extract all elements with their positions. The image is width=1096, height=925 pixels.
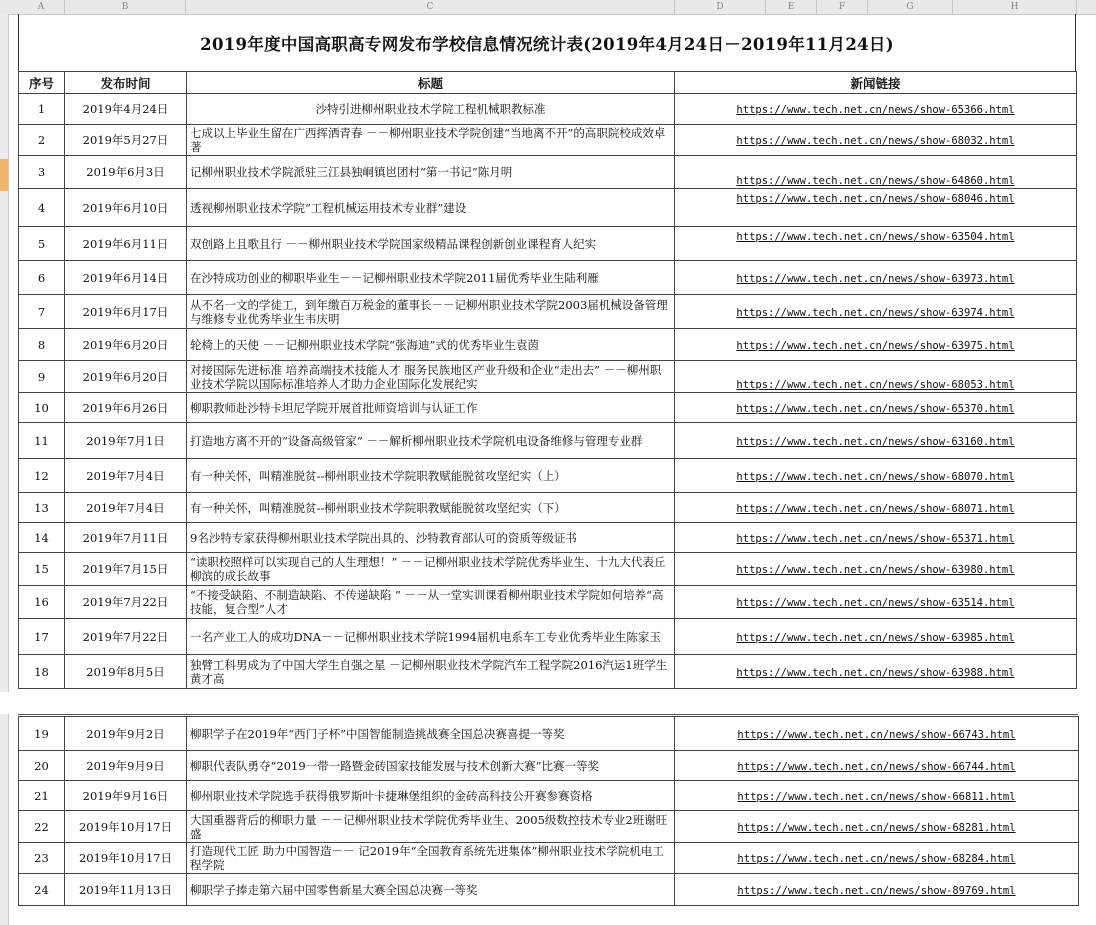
link-cell[interactable] xyxy=(675,227,1077,261)
table-row xyxy=(19,125,1077,156)
news-link[interactable]: https://www.tech.net.cn/news/show-68071.html xyxy=(736,502,1015,515)
column-header-a[interactable]: A xyxy=(18,0,65,14)
header-seq[interactable]: 序号 xyxy=(19,72,65,94)
link-cell[interactable] xyxy=(675,361,1077,393)
date-cell[interactable]: 2019年10月17日 xyxy=(65,843,187,874)
sheet-title[interactable]: 2019年度中国高职高专网发布学校信息情况统计表(2019年4月24日－2019年11月24日) xyxy=(18,14,1076,71)
column-header-e[interactable]: E xyxy=(766,0,817,14)
headline-cell[interactable]: 对接国际先进标准 培养高端技术技能人才 服务民族地区产业升级和企业“走出去” －－柳州职业技术学院以国际标准培养人才助力企业国际化发展纪实 xyxy=(187,361,675,393)
seq-cell[interactable]: 24 xyxy=(19,874,65,906)
worksheet xyxy=(18,14,1076,897)
seq-cell[interactable]: 1 xyxy=(19,94,65,125)
date-cell[interactable]: 2019年9月2日 xyxy=(65,717,187,751)
table-row xyxy=(19,874,1079,906)
table-row xyxy=(19,295,1077,329)
table-row xyxy=(19,717,1079,751)
headline-cell[interactable]: 柳州职业技术学院选手获得俄罗斯叶卡捷琳堡组织的金砖高科技公开赛参赛资格 xyxy=(187,781,675,811)
date-cell[interactable]: 2019年7月4日 xyxy=(65,459,187,493)
headline-cell[interactable]: 在沙特成功创业的柳职毕业生－－记柳州职业技术学院2011届优秀毕业生陆利雁 xyxy=(187,261,675,295)
news-link[interactable]: https://www.tech.net.cn/news/show-89769.html xyxy=(737,884,1016,897)
table-row xyxy=(19,261,1077,295)
table-row xyxy=(19,493,1077,523)
headline-cell[interactable]: 独臂工科男成为了中国大学生自强之星 －记柳州职业技术学院汽车工程学院2016汽运1班学生黄才高 xyxy=(187,655,675,689)
table-row xyxy=(19,781,1079,811)
link-cell[interactable] xyxy=(675,329,1077,361)
headline-cell[interactable]: 大国重器背后的柳职力量 －－记柳州职业技术学院优秀毕业生、2005级数控技术专业2班谢旺盛 xyxy=(187,811,675,843)
link-cell[interactable] xyxy=(675,781,1079,811)
news-link[interactable]: https://www.tech.net.cn/news/show-66744.html xyxy=(737,760,1016,773)
news-link[interactable]: https://www.tech.net.cn/news/show-66743.html xyxy=(737,728,1016,741)
header-link[interactable]: 新闻链接 xyxy=(675,72,1077,94)
header-date[interactable]: 发布时间 xyxy=(65,72,187,94)
table-row xyxy=(19,553,1077,586)
link-cell[interactable] xyxy=(675,619,1077,655)
link-cell[interactable] xyxy=(675,655,1077,689)
headline-cell[interactable]: 记柳州职业技术学院派驻三江县独峒镇岜团村“第一书记”陈月明 xyxy=(187,156,675,189)
seq-cell[interactable]: 14 xyxy=(19,523,65,553)
headline-cell[interactable]: 七成以上毕业生留在广西挥洒青春 －－柳州职业技术学院创建“当地离不开”的高职院校成效卓著 xyxy=(187,125,675,156)
column-header-b[interactable]: B xyxy=(65,0,186,14)
table-header-row xyxy=(19,72,1077,94)
link-cell[interactable] xyxy=(675,261,1077,295)
table-row xyxy=(19,751,1079,781)
headline-cell[interactable]: 双创路上且歌且行 －－柳州职业技术学院国家级精品课程创新创业课程育人纪实 xyxy=(187,227,675,261)
news-link[interactable]: https://www.tech.net.cn/news/show-63974.html xyxy=(736,306,1015,319)
link-cell[interactable] xyxy=(675,523,1077,553)
seq-cell[interactable]: 16 xyxy=(19,586,65,619)
link-cell[interactable] xyxy=(675,717,1079,751)
link-cell[interactable] xyxy=(675,423,1077,459)
news-link[interactable]: https://www.tech.net.cn/news/show-65370.html xyxy=(736,402,1015,415)
news-link[interactable]: https://www.tech.net.cn/news/show-63160.html xyxy=(736,435,1015,448)
link-cell[interactable] xyxy=(675,751,1079,781)
headline-cell[interactable]: 柳职代表队勇夺“2019一带一路暨金砖国家技能发展与技术创新大赛”比赛一等奖 xyxy=(187,751,675,781)
headline-cell[interactable]: 从不名一文的学徒工，到年缴百万税金的董事长－－记柳州职业技术学院2003届机械设备管理与维修专业优秀毕业生韦庆明 xyxy=(187,295,675,329)
date-cell[interactable]: 2019年4月24日 xyxy=(65,94,187,125)
link-cell[interactable] xyxy=(675,811,1079,843)
headline-cell[interactable]: 透视柳州职业技术学院“工程机械运用技术专业群”建设 xyxy=(187,189,675,227)
selected-row-indicator[interactable] xyxy=(0,159,8,191)
link-cell[interactable] xyxy=(675,189,1077,227)
headline-cell[interactable]: 柳职学子在2019年“西门子杯”中国智能制造挑战赛全国总决赛喜提一等奖 xyxy=(187,717,675,751)
news-link[interactable]: https://www.tech.net.cn/news/show-68284.html xyxy=(737,853,1016,865)
news-link[interactable]: https://www.tech.net.cn/news/show-68032.html xyxy=(736,135,1015,147)
seq-cell[interactable]: 19 xyxy=(19,717,65,751)
date-cell[interactable]: 2019年5月27日 xyxy=(65,125,187,156)
news-link[interactable]: https://www.tech.net.cn/news/show-68070.html xyxy=(736,470,1015,483)
date-cell[interactable]: 2019年9月9日 xyxy=(65,751,187,781)
seq-cell[interactable]: 12 xyxy=(19,459,65,493)
headline-cell[interactable]: 一名产业工人的成功DNA－－记柳州职业技术学院1994届机电系车工专业优秀毕业生陈家玉 xyxy=(187,619,675,655)
table-row xyxy=(19,811,1079,843)
date-cell[interactable]: 2019年6月14日 xyxy=(65,261,187,295)
news-link[interactable]: https://www.tech.net.cn/news/show-63514.html xyxy=(736,597,1015,609)
link-cell[interactable] xyxy=(675,843,1079,874)
seq-cell[interactable]: 10 xyxy=(19,393,65,423)
header-headline[interactable]: 标题 xyxy=(187,72,675,94)
news-link[interactable]: https://www.tech.net.cn/news/show-63504.html xyxy=(736,231,1015,243)
date-cell[interactable]: 2019年8月5日 xyxy=(65,655,187,689)
column-header-c[interactable]: C xyxy=(186,0,675,14)
seq-cell[interactable]: 8 xyxy=(19,329,65,361)
news-link[interactable]: https://www.tech.net.cn/news/show-63988.html xyxy=(736,666,1015,679)
date-cell[interactable]: 2019年6月20日 xyxy=(65,361,187,393)
date-cell[interactable]: 2019年7月4日 xyxy=(65,493,187,523)
date-cell[interactable]: 2019年7月1日 xyxy=(65,423,187,459)
news-link[interactable]: https://www.tech.net.cn/news/show-66811.html xyxy=(737,790,1016,803)
headline-cell[interactable]: 打造现代工匠 助力中国智造－－ 记2019年“全国教育系统先进集体”柳州职业技术学院机电工程学院 xyxy=(187,843,675,874)
date-cell[interactable]: 2019年6月20日 xyxy=(65,329,187,361)
date-cell[interactable]: 2019年7月15日 xyxy=(65,553,187,586)
table-row xyxy=(19,156,1077,189)
sheet-gap xyxy=(0,692,1096,714)
seq-cell[interactable]: 13 xyxy=(19,493,65,523)
seq-cell[interactable]: 21 xyxy=(19,781,65,811)
date-cell[interactable]: 2019年6月26日 xyxy=(65,393,187,423)
seq-cell[interactable]: 15 xyxy=(19,553,65,586)
headline-cell[interactable]: 轮椅上的天使 －－记柳州职业技术学院“张海迪”式的优秀毕业生袁茵 xyxy=(187,329,675,361)
data-table-lower xyxy=(18,716,1079,906)
table-row xyxy=(19,619,1077,655)
date-cell[interactable]: 2019年11月13日 xyxy=(65,874,187,906)
headline-cell[interactable]: 沙特引进柳州职业技术学院工程机械职教标准 xyxy=(187,94,675,125)
column-header-d[interactable]: D xyxy=(675,0,766,14)
link-cell[interactable] xyxy=(675,553,1077,586)
news-link[interactable]: https://www.tech.net.cn/news/show-63975.html xyxy=(736,339,1015,352)
table-row xyxy=(19,459,1077,493)
link-cell[interactable] xyxy=(675,393,1077,423)
news-link[interactable]: https://www.tech.net.cn/news/show-63980.html xyxy=(736,564,1015,576)
headline-cell[interactable]: 柳职学子捧走第六届中国零售新星大赛全国总决赛一等奖 xyxy=(187,874,675,906)
headline-cell[interactable]: 有一种关怀，叫精准脱贫--柳州职业技术学院职教赋能脱贫攻坚纪实（上） xyxy=(187,459,675,493)
headline-cell[interactable]: 打造地方离不开的“设备高级管家” －－解析柳州职业技术学院机电设备维修与管理专业群 xyxy=(187,423,675,459)
date-cell[interactable]: 2019年6月3日 xyxy=(65,156,187,189)
seq-cell[interactable]: 11 xyxy=(19,423,65,459)
table-row xyxy=(19,423,1077,459)
link-cell[interactable] xyxy=(675,125,1077,156)
news-link[interactable]: https://www.tech.net.cn/news/show-65366.html xyxy=(736,104,1015,116)
table-row xyxy=(19,586,1077,619)
headline-cell[interactable]: 有一种关怀，叫精准脱贫--柳州职业技术学院职教赋能脱贫攻坚纪实（下） xyxy=(187,493,675,523)
seq-cell[interactable]: 20 xyxy=(19,751,65,781)
headline-cell[interactable]: “不接受缺陷、不制造缺陷、不传递缺陷 ” －－从一堂实训课看柳州职业技术学院如何培养“高技能，复合型”人才 xyxy=(187,586,675,619)
news-link[interactable]: https://www.tech.net.cn/news/show-68046.html xyxy=(736,193,1015,205)
column-header-g[interactable]: G xyxy=(868,0,953,14)
link-cell[interactable] xyxy=(675,156,1077,189)
table-row xyxy=(19,843,1079,874)
news-link[interactable]: https://www.tech.net.cn/news/show-63985.html xyxy=(736,631,1015,644)
headline-cell[interactable]: 9名沙特专家获得柳州职业技术学院出具的、沙特教育部认可的资质等级证书 xyxy=(187,523,675,553)
date-cell[interactable]: 2019年9月16日 xyxy=(65,781,187,811)
seq-cell[interactable]: 23 xyxy=(19,843,65,874)
date-cell[interactable]: 2019年7月11日 xyxy=(65,523,187,553)
row-header-bar xyxy=(0,14,9,925)
link-cell[interactable] xyxy=(675,874,1079,906)
news-link[interactable]: https://www.tech.net.cn/news/show-63973.html xyxy=(736,272,1015,285)
table-row xyxy=(19,523,1077,553)
link-cell[interactable] xyxy=(675,586,1077,619)
link-cell[interactable] xyxy=(675,459,1077,493)
table-row xyxy=(19,94,1077,125)
news-link[interactable]: https://www.tech.net.cn/news/show-64860.html xyxy=(736,175,1015,187)
table-row xyxy=(19,361,1077,393)
link-cell[interactable] xyxy=(675,493,1077,523)
column-header-bar xyxy=(0,0,1096,15)
date-cell[interactable]: 2019年10月17日 xyxy=(65,811,187,843)
news-link[interactable]: https://www.tech.net.cn/news/show-68281.html xyxy=(737,821,1016,834)
column-header-f[interactable]: F xyxy=(817,0,868,14)
headline-cell[interactable]: 柳职教师赴沙特卡坦尼学院开展首批师资培训与认证工作 xyxy=(187,393,675,423)
date-cell[interactable]: 2019年6月11日 xyxy=(65,227,187,261)
date-cell[interactable]: 2019年7月22日 xyxy=(65,586,187,619)
link-cell[interactable] xyxy=(675,295,1077,329)
news-link[interactable]: https://www.tech.net.cn/news/show-68053.html xyxy=(736,379,1015,391)
link-cell[interactable] xyxy=(675,94,1077,125)
seq-cell[interactable]: 18 xyxy=(19,655,65,689)
table-row xyxy=(19,655,1077,689)
seq-cell[interactable]: 2 xyxy=(19,125,65,156)
date-cell[interactable]: 2019年7月22日 xyxy=(65,619,187,655)
gap-border xyxy=(18,714,1078,715)
seq-cell[interactable]: 17 xyxy=(19,619,65,655)
news-link[interactable]: https://www.tech.net.cn/news/show-65371.html xyxy=(736,532,1015,545)
table-row xyxy=(19,393,1077,423)
seq-cell[interactable]: 22 xyxy=(19,811,65,843)
table-row xyxy=(19,329,1077,361)
seq-cell[interactable]: 9 xyxy=(19,361,65,393)
column-header-h[interactable]: H xyxy=(953,0,1077,14)
seq-cell[interactable]: 6 xyxy=(19,261,65,295)
seq-cell[interactable]: 5 xyxy=(19,227,65,261)
seq-cell[interactable]: 7 xyxy=(19,295,65,329)
date-cell[interactable]: 2019年6月10日 xyxy=(65,189,187,227)
table-row xyxy=(19,227,1077,261)
seq-cell[interactable]: 3 xyxy=(19,156,65,189)
table-row xyxy=(19,189,1077,227)
date-cell[interactable]: 2019年6月17日 xyxy=(65,295,187,329)
seq-cell[interactable]: 4 xyxy=(19,189,65,227)
data-table-upper xyxy=(18,71,1077,689)
headline-cell[interactable]: “读职校照样可以实现自己的人生理想！” －－记柳州职业技术学院优秀毕业生、十九大代表丘柳滨的成长故事 xyxy=(187,553,675,586)
